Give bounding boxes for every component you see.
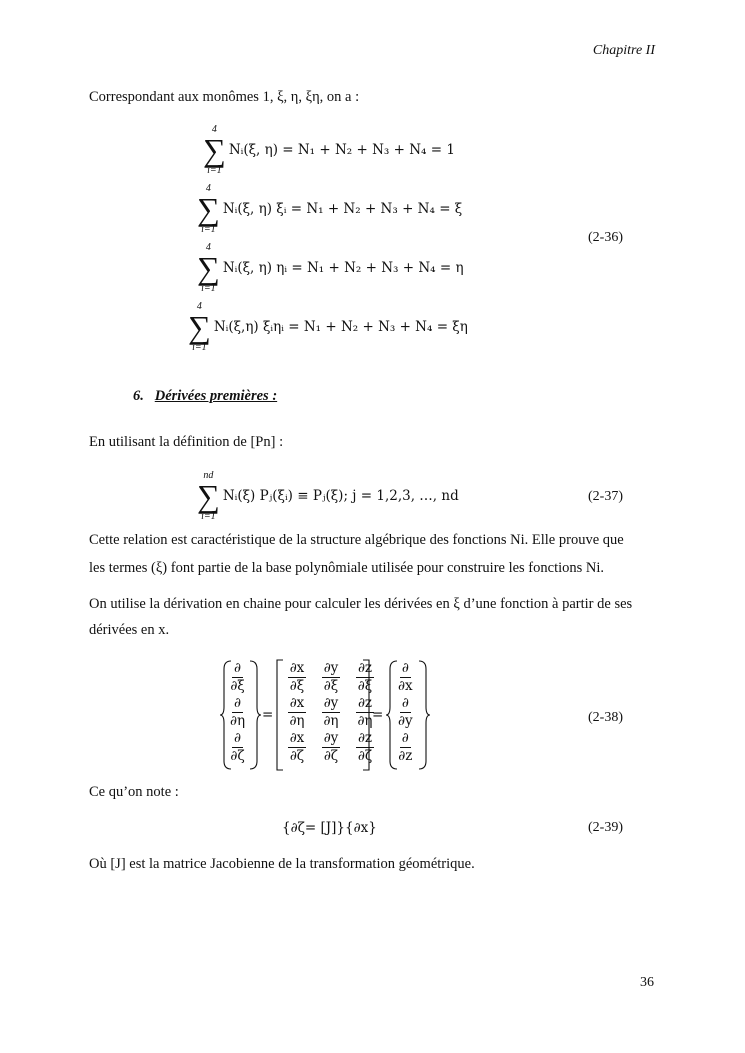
definition-text: En utilisant la définition de [Pn] :	[89, 434, 284, 450]
intro-text: Correspondant aux monômes 1, ξ, η, ξη, on a :	[89, 89, 360, 105]
sum-equation-1	[203, 124, 455, 176]
equation-2-37	[197, 470, 459, 522]
jacobian-text: Où [J] est la matrice Jacobienne de la transformation géométrique.	[89, 856, 475, 872]
sum-equation-3	[197, 242, 464, 294]
right-vector-right-brace	[417, 659, 431, 771]
section-heading	[133, 388, 277, 405]
sum-equation-4	[188, 301, 468, 353]
summation: 4 ∑ i=1	[203, 124, 226, 176]
equation-2-39: {∂ζ= [J]}{∂x}	[282, 820, 377, 836]
chapter-header: Chapitre II	[592, 43, 655, 58]
paragraph-line: Cette relation est caractéristique de la structure algébrique des fonctions Ni. Elle prouve que	[89, 532, 624, 548]
page-number: 36	[640, 975, 654, 990]
paragraph-line: dérivées en x.	[89, 622, 170, 638]
paragraph-line: On utilise la dérivation en chaine pour calculer les dérivées en ξ d’une fonction à partir de ses	[89, 596, 633, 612]
summation: 4 ∑ i=1	[197, 242, 220, 294]
sum-equation-2	[197, 183, 462, 235]
note-text: Ce qu’on note :	[89, 784, 179, 800]
equation-number-2-39: (2-39)	[588, 820, 623, 835]
summation: 4 ∑ i=1	[197, 183, 220, 235]
summation: nd ∑ i=1	[197, 470, 220, 522]
paragraph-line: les termes (ξ) font partie de la base polynômiale utilisée pour construire les fonctions Ni.	[89, 560, 605, 576]
equals-sign: =	[372, 707, 384, 723]
equation-number-2-38: (2-38)	[588, 710, 623, 725]
equals-sign: =	[262, 707, 274, 723]
summation: 4 ∑ i=1	[188, 301, 211, 353]
left-vector: $\frac{\partial}{\partial\xi}$ $\frac{\partial}{\partial\eta}$ $\frac{\partial}{\partial\zeta}$	[230, 660, 246, 764]
sum-expr-4: Nᵢ(ξ,η) ξᵢηᵢ = N₁ + N₂ + N₃ + N₄ = ξη	[213, 319, 468, 335]
sum-expr-3: Nᵢ(ξ, η) ηᵢ = N₁ + N₂ + N₃ + N₄ = η	[222, 260, 464, 276]
equation-number-2-36: (2-36)	[588, 230, 623, 245]
section-number: 6.	[133, 388, 144, 404]
eq237-expr: Nᵢ(ξ) Pⱼ(ξᵢ) ≡ Pⱼ(ξ); j = 1,2,3, …, nd	[222, 488, 459, 504]
jacobian-matrix: $\frac{\partial x}{\partial\xi}$ $\frac{\partial y}{\partial\xi}$ $\frac{\partial z}{\partial\xi}$ $\frac{\partial x}{\partial\eta}$ $\frac{\partial y}{\partial\eta}$ $\frac{\partial z}{\partial\eta}$ $\frac{\partial x}{\partial\zeta}$ $\frac{\partial y}{\partial\zeta}$ $\frac{\partial z}{\partial\zeta}$	[289, 660, 373, 764]
right-vector: $\frac{\partial}{\partial x}$ $\frac{\partial}{\partial y}$ $\frac{\partial}{\partial z}$	[398, 660, 413, 764]
sum-expr-2: Nᵢ(ξ, η) ξᵢ = N₁ + N₂ + N₃ + N₄ = ξ	[222, 201, 463, 217]
sum-expr-1: Nᵢ(ξ, η) = N₁ + N₂ + N₃ + N₄ = 1	[228, 142, 455, 158]
right-brace	[248, 659, 262, 771]
section-title: Dérivées premières :	[154, 388, 278, 404]
equation-number-2-37: (2-37)	[588, 489, 623, 504]
